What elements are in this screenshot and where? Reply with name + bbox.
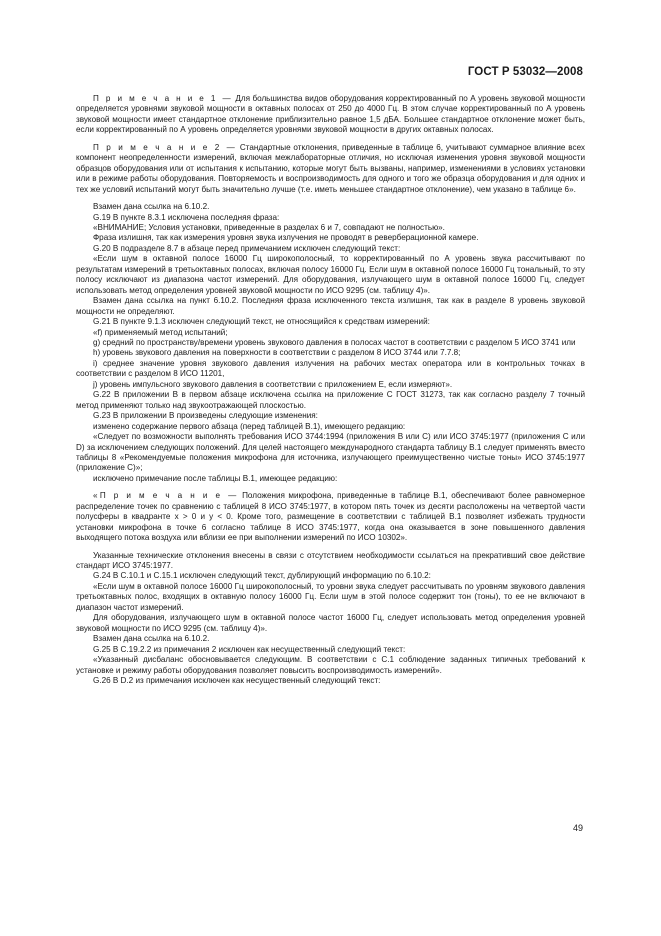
note-paragraph bbox=[76, 143, 585, 195]
paragraph: Взамен дана ссылка на пункт 6.10.2. Последняя фраза исключенного текста излишня, так как в разделе 8 уровень звуковой мощности не определяют. bbox=[76, 296, 585, 316]
paragraph: Указанные технические отклонения внесены в связи с отсутствием необходимости ссылаться на прекративший свое действие стандарт ИСО 3745:1977. bbox=[76, 550, 585, 571]
paragraph: Взамен дана ссылка на 6.10.2. bbox=[93, 202, 210, 212]
paragraph: G.25 В С.19.2.2 из примечания 2 исключен как несущественный следующий текст: bbox=[93, 644, 406, 654]
note-label: «П р и м е ч а н и е — bbox=[93, 491, 239, 501]
note-paragraph bbox=[76, 491, 585, 543]
paragraph: i) среднее значение уровня звукового давления излучения на рабочих местах оператора или в контрольных точках в соответствии с разделом 8 ИСО 11201, bbox=[76, 358, 585, 379]
paragraph: «Указанный дисбаланс обосновывается следующим. В соответствии с С.1 соблюдение заданных типичных требований к установке и режиму работы оборудования позволяет повысить воспроизводимость измерений». bbox=[76, 655, 585, 675]
paragraph: G.22 В приложении В в первом абзаце исключена ссылка на приложение С ГОСТ 31273, так как согласно разделу 7 точный метод применяют только над звукоотражающей плоскостью. bbox=[76, 390, 585, 410]
note-text: Для большинства видов оборудования корректированный по А уровень звуковой мощности определяется уровнями звуковой мощности в октавных полосах от 250 до 4000 Гц. В этом случае корректированный по А уровень звуковой мощности имеет стандартное отклонение приблизительно равное 1,5 дБА. Большее стандартное отклонение может быть, если корректированный по А уровень определяется уровнями звуковой мощности в других октавных полосах. bbox=[76, 94, 585, 135]
page-header-title: ГОСТ Р 53032—2008 bbox=[467, 66, 583, 78]
paragraph: изменено содержание первого абзаца (перед таблицей В.1), имеющего редакцию: bbox=[93, 421, 406, 431]
paragraph: исключено примечание после таблицы В.1, имеющее редакцию: bbox=[93, 473, 338, 483]
note-paragraph bbox=[76, 94, 585, 136]
paragraph: «Следует по возможности выполнять требования ИСО 3744:1994 (приложения В или С) или ИСО 3745:1977 (приложения С или D) за исключением следующих положений. Для целей настоящего международного стандарта таблицу В.1 следует применять вместо таблицы 8 «Рекомендуемые положения микрофона для источника, излучающего преимущественно чистые тоны» ИСО 3745:1977 (приложение С)»; bbox=[76, 432, 585, 473]
paragraph: «Если шум в октавной полосе 16000 Гц широкополосный, то уровни звука следует рассчитывать по уровням звукового давления третьоктавных полос, входящих в октавную полосу 16000 Гц. Если шум в этой полосе содержит тон (тоны), то ее не включают в диапазон частот измерений. bbox=[76, 581, 585, 612]
paragraph: Взамен дана ссылка на 6.10.2. bbox=[93, 634, 210, 644]
document-body bbox=[76, 94, 585, 686]
paragraph: G.23 В приложении В произведены следующие изменения: bbox=[93, 411, 318, 421]
paragraph: «ВНИМАНИЕ; Условия установки, приведенные в разделах 6 и 7, совпадают не полностью». bbox=[93, 222, 445, 232]
paragraph: g) средний по пространству/времени уровень звукового давления в полосах частот в соответствии с разделом 5 ИСО 3741 или bbox=[93, 337, 576, 347]
note-label: П р и м е ч а н и е 1 — bbox=[93, 94, 233, 103]
paragraph: «Если шум в октавной полосе 16000 Гц широкополосный, то корректированный по А уровень звука рассчитывают по результатам измерений в третьоктавных полосах, включая полосу 16000 Гц. Если шум в октавной полосе 16000 Гц тональный, то эту полосу исключают из диапазона частот измерений. Для оборудования, излучающего шум в октавной полосе 16000 Гц, следует использовать метод определения уровней звуковой мощности по ИСО 9295 (см. таблицу 4)». bbox=[76, 254, 585, 295]
paragraph: Фраза излишня, так как измерения уровня звука излучения не проводят в реверберационной камере. bbox=[93, 233, 479, 243]
note-text: Положения микрофона, приведенные в таблице В.1, обеспечивают более равномерное распределение точек по сравнению с таблицей 8 ИСО 3745:1977, в котором пять точек из десяти расположены на четвертой части полусферы в квадранте x > 0 и y < 0. Кроме того, размещение в соответствии с таблицей В.1 позволяет избежать трудности установки микрофона в точке 6 согласно таблице 8 ИСО 3745:1977, когда она оказывается в зоне повышенного давления выходящего потока воздуха или вблизи ее при выполнении измерений по ИСО 10302». bbox=[76, 491, 585, 543]
paragraph: G.20 В подразделе 8.7 в абзаце перед примечанием исключен следующий текст: bbox=[93, 243, 401, 253]
paragraph: G.21 В пункте 9.1.3 исключен следующий текст, не относящийся к средствам измерений: bbox=[93, 317, 430, 327]
paragraph: j) уровень импульсного звукового давления в соответствии с приложением Е, если измеряют». bbox=[93, 379, 453, 389]
note-label: П р и м е ч а н и е 2 — bbox=[93, 142, 238, 152]
paragraph: «f) применяемый метод испытаний; bbox=[93, 327, 228, 337]
paragraph: G.19 В пункте 8.3.1 исключена последняя фраза: bbox=[93, 212, 280, 222]
page-number: 49 bbox=[572, 823, 583, 833]
note-text: Стандартные отклонения, приведенные в таблице 6, учитывают суммарное влияние всех компонент неопределенности измерений, включая межлабораторные отличия, но исключая изменения уровня звуковой мощности образцов оборудования или от испытания к испытанию, которые могут быть вызваны, например, изменениями в условиях установки или в режиме работы оборудования. Повторяемость и воспроизводимость для одного и того же образца оборудования и для одних и тех же условий испытаний могут быть значительно лучше (т.е. иметь меньшее стандартное отклонение), чем указано в таблице 6». bbox=[76, 142, 585, 194]
paragraph: h) уровень звукового давления на поверхности в соответствии с разделом 8 ИСО 3744 или 7.7.8; bbox=[93, 348, 461, 358]
paragraph: G.24 В С.10.1 и С.15.1 исключен следующий текст, дублирующий информацию по 6.10.2: bbox=[93, 571, 431, 581]
paragraph: G.26 В D.2 из примечания исключен как несущественный следующий текст: bbox=[93, 676, 381, 686]
paragraph: Для оборудования, излучающего шум в октавной полосе частот 16000 Гц, следует использовать метод определения уровней звуковой мощности по ИСО 9295 (см. таблицу 4)». bbox=[76, 613, 585, 633]
